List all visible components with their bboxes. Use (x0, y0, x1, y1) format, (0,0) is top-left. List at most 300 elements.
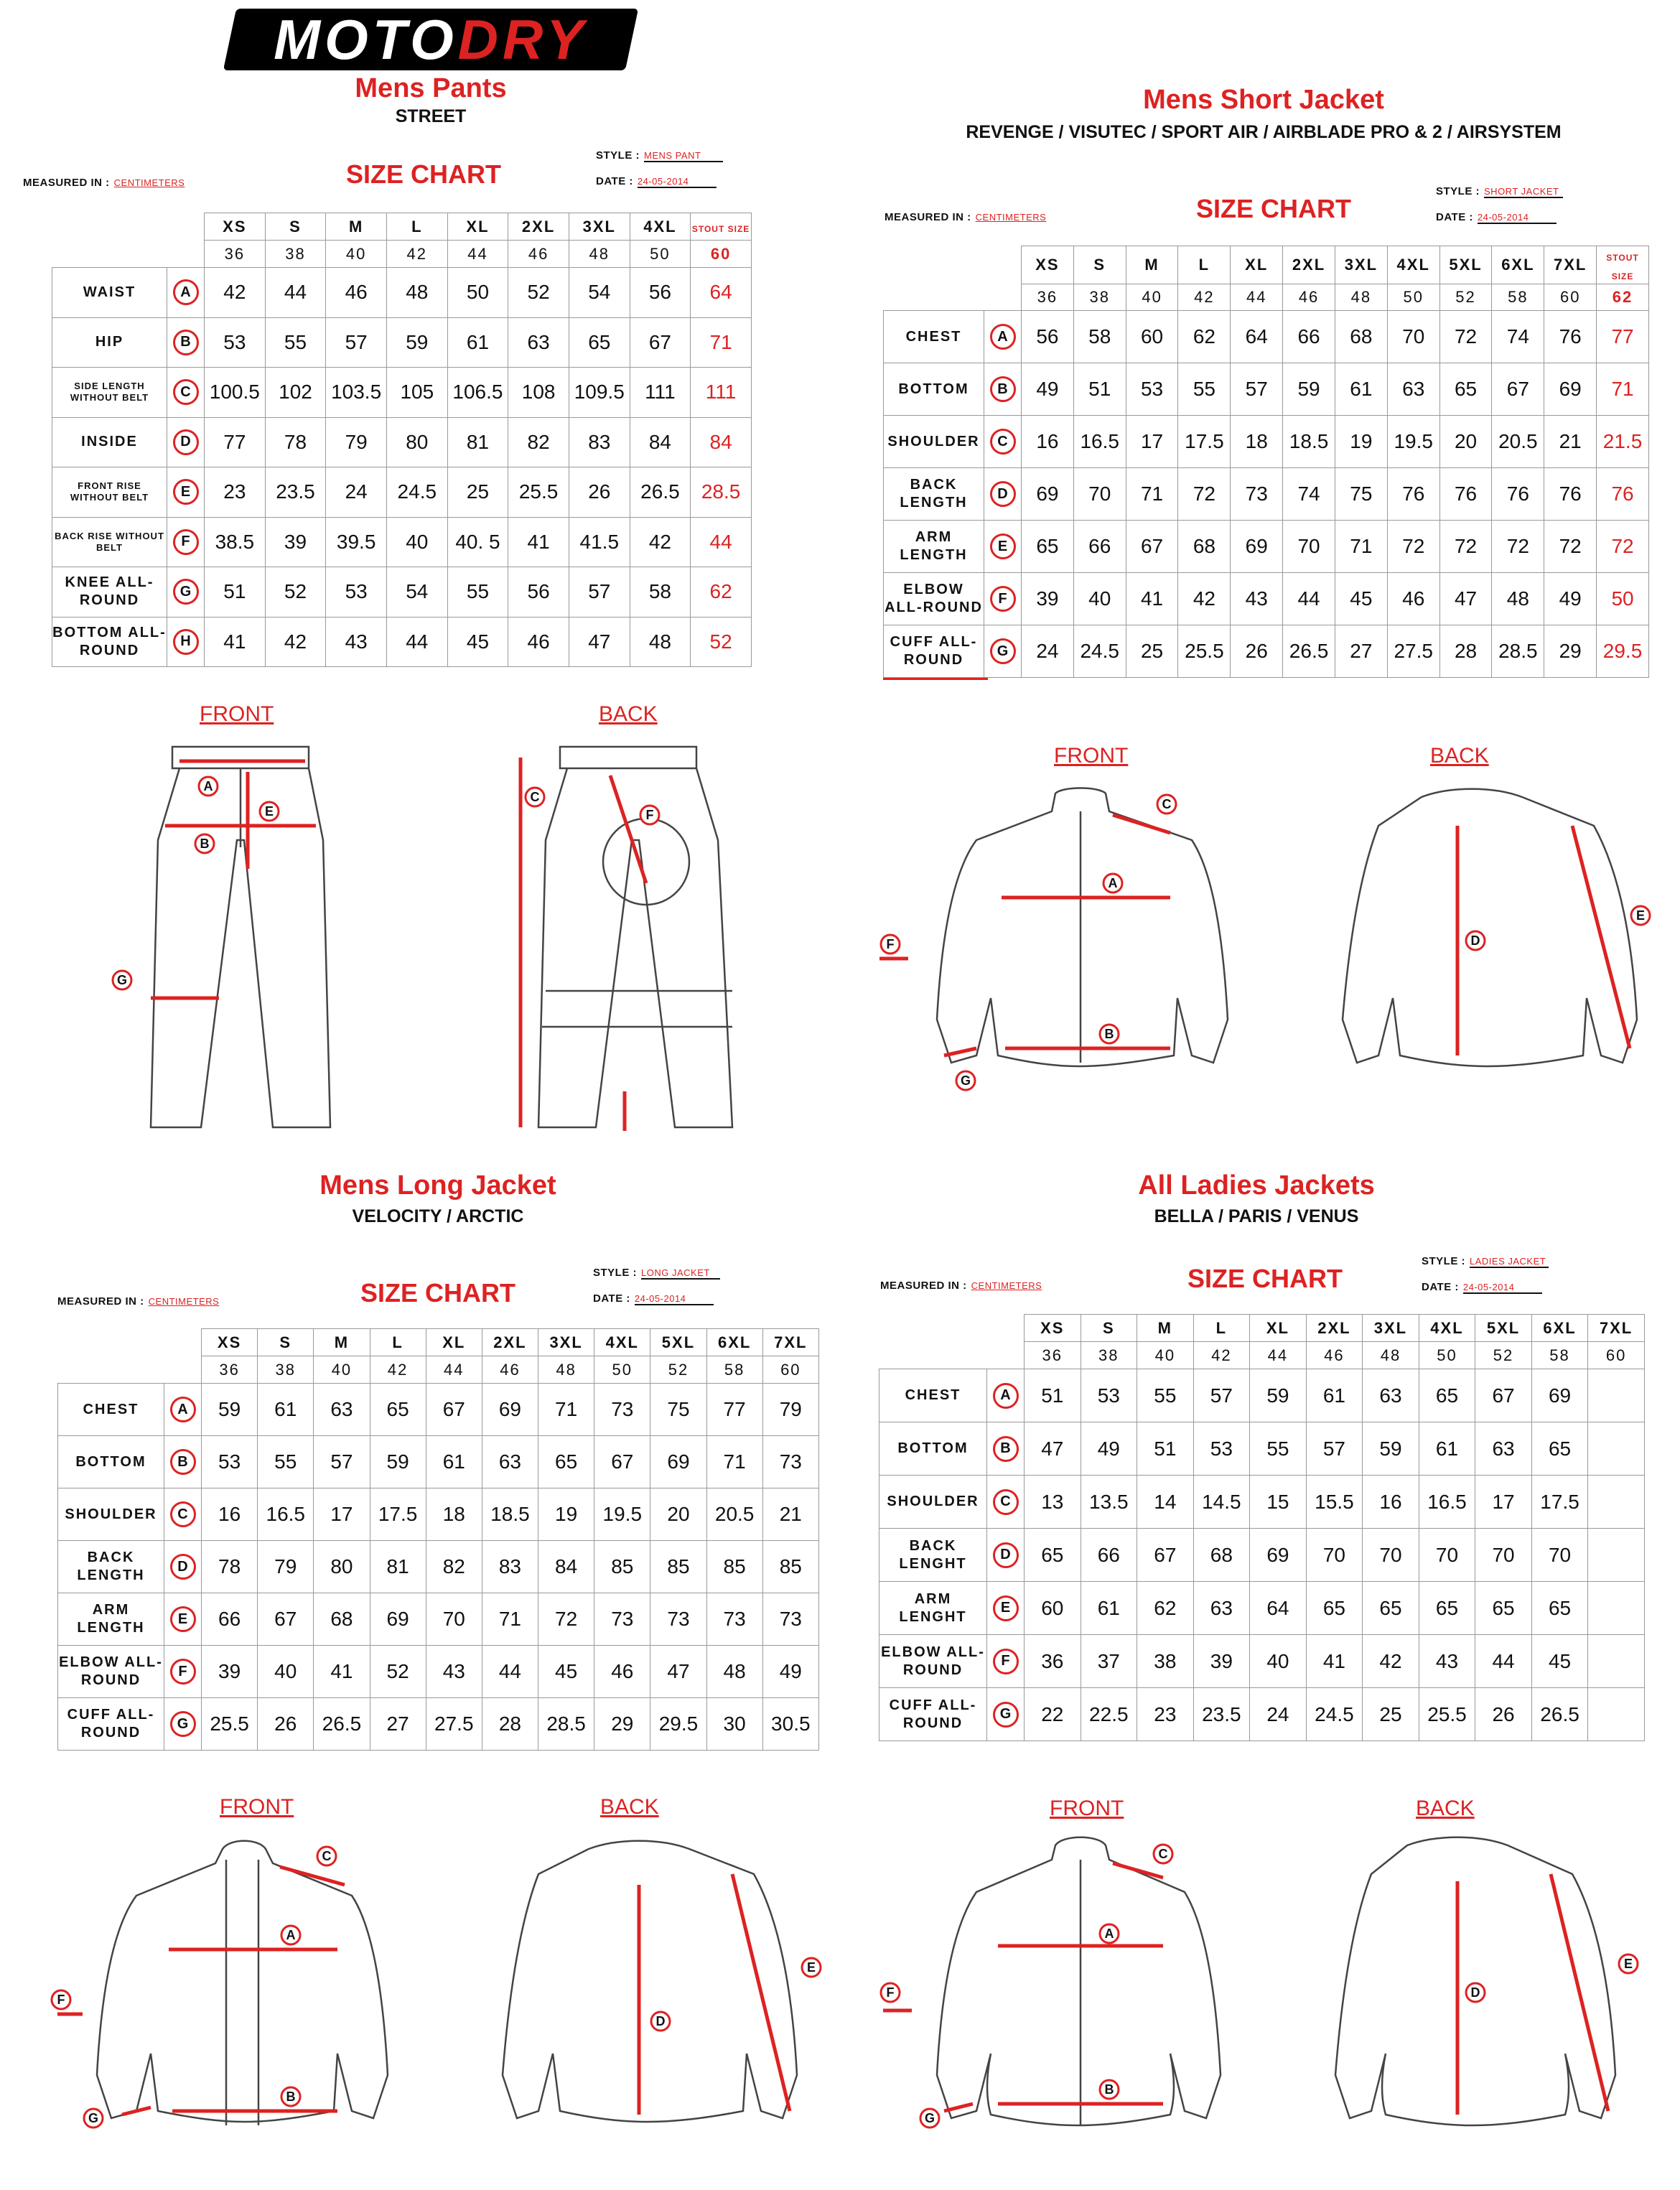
ladies-jacket-title: All Ladies Jackets (1138, 1170, 1375, 1201)
value-cell: 81 (447, 417, 508, 467)
size-header-cell: M (314, 1329, 370, 1356)
value-cell: 26.5 (1531, 1688, 1588, 1741)
letter-c-marker (1157, 795, 1176, 814)
value-cell: 76 (1439, 468, 1492, 521)
size-header-cell: 5XL (1439, 246, 1492, 284)
letter-a-marker (1103, 874, 1122, 893)
value-cell: 65 (1306, 1582, 1363, 1635)
letter-e-marker (1619, 1954, 1638, 1973)
size-header-cell: XL (447, 213, 508, 241)
value-cell: 70 (1283, 521, 1335, 573)
pants-back-label: BACK (599, 702, 658, 726)
ladies-jacket-front-diagram (869, 1831, 1271, 2147)
ladies-jacket-size-table (879, 1314, 1645, 1741)
pants-front-label: FRONT (200, 702, 274, 726)
measurement-letter-marker: C (173, 379, 199, 405)
table-row (52, 317, 752, 368)
table-row (879, 1635, 1645, 1688)
value-cell: 72 (1439, 521, 1492, 573)
value-cell: 24.5 (1073, 625, 1126, 678)
value-cell: 84 (630, 417, 691, 467)
size-number-cell: 58 (706, 1356, 762, 1384)
value-cell: 56 (1022, 311, 1074, 363)
size-number-cell: 52 (1439, 284, 1492, 311)
svg-text:E: E (806, 1960, 816, 1975)
value-cell: 44 (386, 617, 447, 667)
size-header-cell: 6XL (1492, 246, 1544, 284)
size-header-cell: 2XL (508, 213, 569, 241)
measurement-letter-marker: F (993, 1649, 1019, 1674)
value-cell: 18 (426, 1488, 482, 1541)
value-cell: 29.5 (1597, 625, 1649, 678)
short-jacket-size-chart-heading: SIZE CHART (1196, 194, 1351, 223)
value-cell: 59 (1283, 363, 1335, 416)
measurement-letter-marker: A (990, 324, 1016, 350)
value-cell: 45 (1335, 573, 1387, 625)
value-cell (1588, 1688, 1645, 1741)
table-row (52, 417, 752, 467)
long-jacket-size-chart-heading: SIZE CHART (360, 1278, 515, 1308)
size-number-cell: 38 (1081, 1342, 1137, 1369)
value-cell: 75 (1335, 468, 1387, 521)
value-cell: 48 (1492, 573, 1544, 625)
value-cell: 48 (706, 1646, 762, 1698)
size-number-cell: 46 (1283, 284, 1335, 311)
value-cell: 44 (482, 1646, 538, 1698)
value-cell: 50 (1597, 573, 1649, 625)
value-cell: 22 (1025, 1688, 1081, 1741)
value-cell: 71 (691, 317, 752, 368)
value-cell: 44 (265, 268, 326, 318)
value-cell: 55 (1250, 1422, 1307, 1476)
long-jacket-style: STYLE : LONG JACKET (593, 1267, 720, 1280)
letter-f-marker (881, 935, 900, 954)
value-cell: 44 (691, 517, 752, 567)
value-cell: 76 (1544, 468, 1597, 521)
svg-text:A: A (286, 1928, 296, 1942)
size-header-cell: L (1193, 1315, 1250, 1342)
ladies-jacket-front-label: FRONT (1050, 1797, 1124, 1820)
long-jacket-back-label: BACK (600, 1795, 659, 1819)
value-cell: 42 (630, 517, 691, 567)
table-row (52, 268, 752, 318)
table-row (884, 416, 1649, 468)
value-cell: 24 (326, 467, 387, 518)
value-cell: 23 (205, 467, 266, 518)
measurement-letter-marker: D (993, 1542, 1019, 1568)
value-cell: 17 (1475, 1476, 1532, 1529)
value-cell: 70 (426, 1593, 482, 1646)
value-cell: 25.5 (1178, 625, 1231, 678)
value-cell (1588, 1529, 1645, 1582)
table-row (58, 1646, 819, 1698)
letter-e-marker (1631, 906, 1650, 925)
svg-text:F: F (645, 808, 654, 822)
value-cell: 70 (1306, 1529, 1363, 1582)
size-number-cell: 60 (691, 241, 752, 268)
size-header-cell: XS (1025, 1315, 1081, 1342)
value-cell: 65 (1531, 1582, 1588, 1635)
table-row (879, 1529, 1645, 1582)
measurement-label: BACK LENGTH (58, 1541, 164, 1593)
measurement-label: FRONT RISE WITHOUT BELT (52, 467, 167, 518)
long-jacket-back-diagram (452, 1831, 833, 2147)
measurement-label: CHEST (58, 1384, 164, 1436)
pants-size-chart-heading: SIZE CHART (346, 159, 501, 189)
table-row (58, 1698, 819, 1751)
value-cell: 111 (630, 368, 691, 418)
size-header-cell: S (1073, 246, 1126, 284)
size-header-cell: 3XL (538, 1329, 594, 1356)
pants-date: DATE : 24-05-2014 (596, 175, 717, 188)
size-number-cell: 46 (482, 1356, 538, 1384)
value-cell: 54 (569, 268, 630, 318)
value-cell: 65 (1531, 1422, 1588, 1476)
table-row (879, 1582, 1645, 1635)
value-cell: 16 (1022, 416, 1074, 468)
value-cell: 56 (508, 567, 569, 618)
value-cell: 28 (482, 1698, 538, 1751)
svg-text:B: B (1104, 2082, 1114, 2097)
svg-text:F: F (886, 937, 895, 951)
measurement-label: BACK RISE WITHOUT BELT (52, 517, 167, 567)
value-cell: 65 (1022, 521, 1074, 573)
value-cell: 108 (508, 368, 569, 418)
value-cell: 20 (1439, 416, 1492, 468)
value-cell: 73 (594, 1384, 650, 1436)
value-cell: 47 (650, 1646, 706, 1698)
size-number-cell: 58 (1531, 1342, 1588, 1369)
table-row (879, 1688, 1645, 1741)
measurement-label: BACK LENGTH (884, 468, 984, 521)
measurement-letter-marker: B (170, 1449, 196, 1475)
value-cell: 85 (594, 1541, 650, 1593)
value-cell: 72 (1178, 468, 1231, 521)
svg-text:A: A (1104, 1926, 1114, 1941)
value-cell: 71 (482, 1593, 538, 1646)
value-cell: 40 (258, 1646, 314, 1698)
value-cell: 63 (508, 317, 569, 368)
value-cell: 17.5 (370, 1488, 426, 1541)
value-cell: 28.5 (538, 1698, 594, 1751)
value-cell: 59 (386, 317, 447, 368)
short-jacket-title: Mens Short Jacket (1143, 85, 1384, 115)
size-header-cell: 4XL (1419, 1315, 1475, 1342)
short-jacket-back-diagram (1335, 783, 1651, 1084)
value-cell: 25.5 (202, 1698, 258, 1751)
measurement-label: INSIDE (52, 417, 167, 467)
svg-text:F: F (886, 1985, 895, 2000)
value-cell: 82 (426, 1541, 482, 1593)
svg-text:D: D (1470, 933, 1480, 948)
size-number-cell: 52 (1475, 1342, 1532, 1369)
table-row (58, 1384, 819, 1436)
value-cell: 53 (326, 567, 387, 618)
value-cell: 65 (1475, 1582, 1532, 1635)
value-cell: 27 (1335, 625, 1387, 678)
value-cell: 18.5 (1283, 416, 1335, 468)
value-cell: 103.5 (326, 368, 387, 418)
size-number-cell: 60 (1544, 284, 1597, 311)
value-cell: 66 (1283, 311, 1335, 363)
size-number-cell: 38 (258, 1356, 314, 1384)
value-cell: 69 (1022, 468, 1074, 521)
value-cell: 72 (1544, 521, 1597, 573)
value-cell: 65 (370, 1384, 426, 1436)
value-cell: 44 (1283, 573, 1335, 625)
value-cell: 19 (1335, 416, 1387, 468)
value-cell: 23.5 (1193, 1688, 1250, 1741)
svg-text:C: C (322, 1849, 332, 1863)
size-number-cell: 44 (447, 241, 508, 268)
value-cell: 74 (1492, 311, 1544, 363)
value-cell: 13 (1025, 1476, 1081, 1529)
short-jacket-back-label: BACK (1430, 744, 1489, 768)
measurement-letter-marker: F (170, 1659, 196, 1685)
value-cell: 67 (630, 317, 691, 368)
measurement-label: SIDE LENGTH WITHOUT BELT (52, 368, 167, 418)
value-cell: 67 (594, 1436, 650, 1488)
value-cell: 77 (1597, 311, 1649, 363)
size-header-cell: 3XL (1363, 1315, 1419, 1342)
value-cell: 69 (1531, 1369, 1588, 1422)
value-cell: 63 (1193, 1582, 1250, 1635)
value-cell: 72 (1492, 521, 1544, 573)
value-cell: 42 (205, 268, 266, 318)
size-number-cell: 50 (630, 241, 691, 268)
ladies-jacket-back-diagram (1292, 1831, 1651, 2147)
size-header-cell: 2XL (1306, 1315, 1363, 1342)
short-jacket-date: DATE : 24-05-2014 (1436, 211, 1557, 224)
svg-text:C: C (1158, 1847, 1168, 1861)
value-cell: 62 (1178, 311, 1231, 363)
logo-text-moto: MOTO (274, 7, 458, 71)
letter-g-marker (113, 971, 131, 989)
value-cell: 30.5 (762, 1698, 818, 1751)
value-cell: 47 (1025, 1422, 1081, 1476)
value-cell: 71 (706, 1436, 762, 1488)
value-cell: 27.5 (426, 1698, 482, 1751)
value-cell: 85 (706, 1541, 762, 1593)
value-cell: 84 (691, 417, 752, 467)
table-row (52, 467, 752, 518)
value-cell: 14.5 (1193, 1476, 1250, 1529)
value-cell: 81 (370, 1541, 426, 1593)
value-cell: 74 (1283, 468, 1335, 521)
size-header-cell: 4XL (630, 213, 691, 241)
measurement-letter-marker: G (170, 1711, 196, 1737)
value-cell: 51 (1137, 1422, 1194, 1476)
value-cell: 55 (265, 317, 326, 368)
size-number-cell: 44 (426, 1356, 482, 1384)
pants-style: STYLE : MENS PANT (596, 149, 723, 162)
short-jacket-size-table (883, 246, 1649, 678)
measurement-letter-marker: G (993, 1702, 1019, 1728)
size-header-cell: STOUT SIZE (691, 213, 752, 241)
value-cell: 67 (426, 1384, 482, 1436)
value-cell (1588, 1422, 1645, 1476)
value-cell: 49 (1022, 363, 1074, 416)
svg-text:C: C (530, 790, 540, 804)
short-jacket-front-label: FRONT (1054, 744, 1129, 768)
value-cell: 43 (1419, 1635, 1475, 1688)
measurement-letter-marker: E (993, 1595, 1019, 1621)
value-cell: 24.5 (1306, 1688, 1363, 1741)
value-cell: 28.5 (1492, 625, 1544, 678)
value-cell: 80 (386, 417, 447, 467)
value-cell: 25.5 (1419, 1688, 1475, 1741)
value-cell: 51 (1025, 1369, 1081, 1422)
size-number-cell: 44 (1231, 284, 1283, 311)
size-header-cell: 4XL (594, 1329, 650, 1356)
table-row (52, 368, 752, 418)
value-cell: 60 (1025, 1582, 1081, 1635)
size-number-cell: 38 (1073, 284, 1126, 311)
letter-b-marker (281, 2087, 300, 2106)
svg-text:A: A (203, 779, 213, 793)
table-row (58, 1488, 819, 1541)
size-number-cell: 40 (1126, 284, 1178, 311)
value-cell: 59 (1250, 1369, 1307, 1422)
size-number-cell: 48 (538, 1356, 594, 1384)
value-cell: 57 (1231, 363, 1283, 416)
letter-c-marker (1154, 1845, 1172, 1863)
value-cell: 69 (370, 1593, 426, 1646)
value-cell: 60 (1126, 311, 1178, 363)
value-cell (1588, 1369, 1645, 1422)
letter-c-marker (317, 1847, 336, 1865)
size-header-cell: 6XL (706, 1329, 762, 1356)
size-header-cell: XS (202, 1329, 258, 1356)
letter-b-marker (1100, 2080, 1119, 2099)
size-number-cell: 42 (1178, 284, 1231, 311)
measurement-letter-marker: H (173, 629, 199, 655)
value-cell: 24.5 (386, 467, 447, 518)
value-cell: 53 (202, 1436, 258, 1488)
value-cell: 26.5 (1283, 625, 1335, 678)
value-cell: 45 (447, 617, 508, 667)
value-cell: 25 (447, 467, 508, 518)
pants-front-diagram (101, 740, 373, 1142)
value-cell: 41 (508, 517, 569, 567)
value-cell: 62 (1137, 1582, 1194, 1635)
value-cell: 47 (1439, 573, 1492, 625)
value-cell: 73 (762, 1593, 818, 1646)
value-cell: 25.5 (508, 467, 569, 518)
value-cell: 67 (1475, 1369, 1532, 1422)
value-cell: 63 (1387, 363, 1439, 416)
letter-a-marker (1100, 1924, 1119, 1943)
svg-text:G: G (88, 2111, 99, 2125)
size-number-cell: 48 (1363, 1342, 1419, 1369)
size-number-cell: 42 (1193, 1342, 1250, 1369)
value-cell: 85 (650, 1541, 706, 1593)
measurement-letter-marker: A (170, 1397, 196, 1422)
value-cell: 69 (1231, 521, 1283, 573)
value-cell: 53 (205, 317, 266, 368)
value-cell: 67 (258, 1593, 314, 1646)
measurement-label: CUFF ALL-ROUND (879, 1688, 987, 1741)
size-number-cell: 62 (1597, 284, 1649, 311)
value-cell: 55 (1137, 1369, 1194, 1422)
value-cell: 73 (1231, 468, 1283, 521)
value-cell: 72 (1387, 521, 1439, 573)
value-cell: 78 (202, 1541, 258, 1593)
value-cell: 67 (1126, 521, 1178, 573)
value-cell: 57 (314, 1436, 370, 1488)
measurement-letter-marker: G (173, 579, 199, 605)
value-cell: 42 (265, 617, 326, 667)
size-number-cell: 40 (1137, 1342, 1194, 1369)
value-cell: 65 (1363, 1582, 1419, 1635)
value-cell: 59 (202, 1384, 258, 1436)
value-cell: 30 (706, 1698, 762, 1751)
long-jacket-measured-in: MEASURED IN : CENTIMETERS (57, 1295, 220, 1308)
value-cell: 68 (1193, 1529, 1250, 1582)
value-cell: 26.5 (314, 1698, 370, 1751)
value-cell: 25 (1126, 625, 1178, 678)
long-jacket-subtitle: VELOCITY / ARCTIC (352, 1206, 524, 1226)
size-header-cell: 7XL (1544, 246, 1597, 284)
value-cell: 71 (1335, 521, 1387, 573)
value-cell: 26.5 (630, 467, 691, 518)
size-header-cell: S (265, 213, 326, 241)
long-jacket-date: DATE : 24-05-2014 (593, 1292, 714, 1305)
size-header-cell: 2XL (1283, 246, 1335, 284)
value-cell: 70 (1419, 1529, 1475, 1582)
value-cell: 70 (1073, 468, 1126, 521)
value-cell: 16 (202, 1488, 258, 1541)
table-row (884, 311, 1649, 363)
measurement-label: ELBOW ALL-ROUND (884, 573, 984, 625)
value-cell: 27.5 (1387, 625, 1439, 678)
size-header-cell: S (1081, 1315, 1137, 1342)
short-jacket-measured-in: MEASURED IN : CENTIMETERS (885, 211, 1047, 223)
letter-c-marker (526, 788, 544, 806)
long-jacket-front-label: FRONT (220, 1795, 294, 1819)
value-cell: 46 (1387, 573, 1439, 625)
measurement-label: SHOULDER (58, 1488, 164, 1541)
value-cell: 64 (1231, 311, 1283, 363)
value-cell (1588, 1582, 1645, 1635)
pants-size-table (52, 213, 752, 667)
size-number-cell: 36 (1022, 284, 1074, 311)
value-cell: 52 (691, 617, 752, 667)
svg-text:G: G (924, 2111, 935, 2125)
motodry-logo (223, 9, 638, 70)
value-cell: 22.5 (1081, 1688, 1137, 1741)
ladies-jacket-date: DATE : 24-05-2014 (1422, 1281, 1542, 1294)
value-cell: 15 (1250, 1476, 1307, 1529)
value-cell: 43 (326, 617, 387, 667)
measurement-letter-marker: B (993, 1436, 1019, 1462)
value-cell: 17 (1126, 416, 1178, 468)
size-header-cell: STOUT SIZE (1597, 246, 1649, 284)
value-cell: 68 (1178, 521, 1231, 573)
value-cell: 51 (1073, 363, 1126, 416)
value-cell: 58 (630, 567, 691, 618)
size-header-cell: XL (426, 1329, 482, 1356)
table-row (879, 1476, 1645, 1529)
size-number-cell: 42 (386, 241, 447, 268)
ladies-jacket-style: STYLE : LADIES JACKET (1422, 1255, 1549, 1268)
value-cell: 63 (314, 1384, 370, 1436)
value-cell: 16.5 (258, 1488, 314, 1541)
value-cell: 19 (538, 1488, 594, 1541)
value-cell: 15.5 (1306, 1476, 1363, 1529)
letter-a-marker (281, 1926, 300, 1944)
size-header-cell: 5XL (1475, 1315, 1532, 1342)
